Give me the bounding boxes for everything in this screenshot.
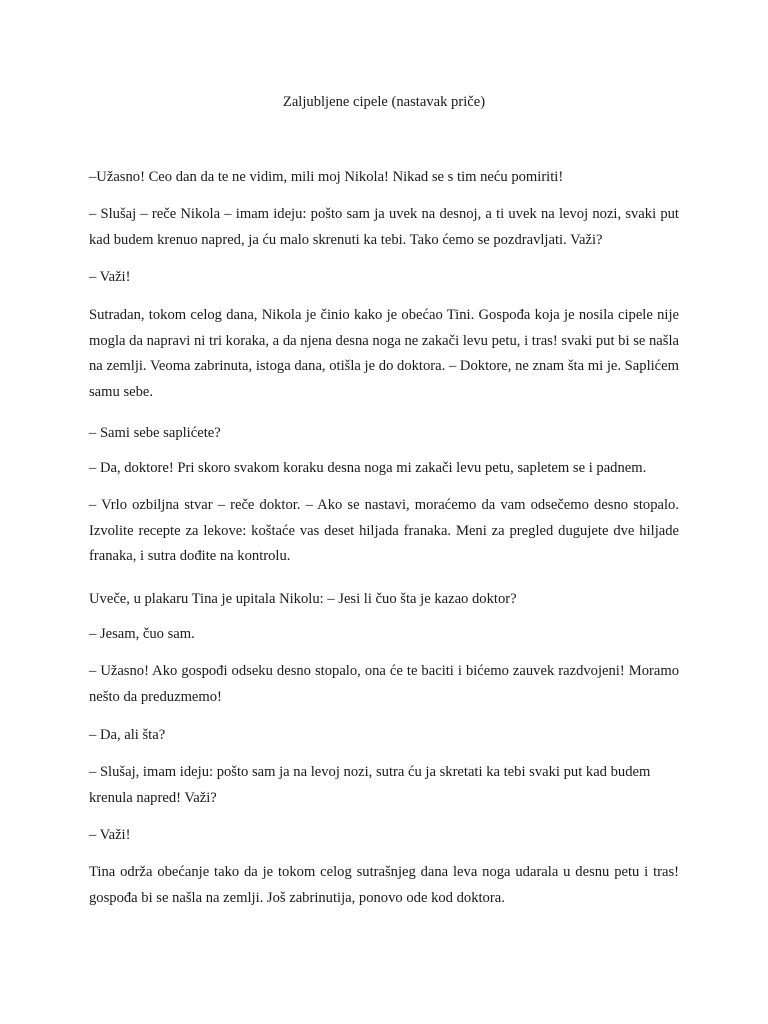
paragraph: – Da, ali šta? bbox=[89, 727, 166, 743]
page-title: Zaljubljene cipele (nastavak priče) bbox=[282, 94, 486, 110]
paragraph: – Jesam, čuo sam. bbox=[89, 626, 195, 642]
paragraph: – Slušaj, imam ideju: pošto sam ja na levoj nozi, sutra ću ja skretati ka tebi svaki put kad budem krenula napred! Važi? bbox=[89, 764, 651, 806]
paragraph: Uveče, u plakaru Tina je upitala Nikolu: – Jesi li čuo šta je kazao doktor? bbox=[89, 591, 517, 607]
paragraph: – Slušaj – reče Nikola – imam ideju: pošto sam ja uvek na desnoj, a ti uvek na levoj nozi, svaki put kad budem krenuo napred, ja ću malo skrenuti ka tebi. Tako ćemo se pozdravljati. Važi? bbox=[89, 206, 679, 248]
paragraph: – Važi! bbox=[89, 269, 131, 285]
paragraph: – Vrlo ozbiljna stvar – reče doktor. – Ako se nastavi, moraćemo da vam odsečemo desno stopalo. Izvolite recepte za lekove: koštaće vas deset hiljada franaka. Meni za pregled dugujete dve hiljade franaka, i sutra dođite na kontrolu. bbox=[89, 497, 679, 564]
paragraph: – Važi! bbox=[89, 827, 131, 843]
paragraph: – Užasno! Ako gospođi odseku desno stopalo, ona će te baciti i bićemo zauvek razdvojeni! Moramo nešto da preduzmemo! bbox=[89, 663, 679, 705]
paragraph: –Užasno! Ceo dan da te ne vidim, mili moj Nikola! Nikad se s tim neću pomiriti! bbox=[89, 169, 564, 185]
paragraph: – Sami sebe saplićete? bbox=[89, 425, 221, 441]
paragraph: Sutradan, tokom celog dana, Nikola je činio kako je obećao Tini. Gospođa koja je nosila cipele nije mogla da napravi ni tri koraka, a da njena desna noga ne zakači levu petu, i tras! svaki put bi se našla na zemlji. Veoma zabrinuta, istoga dana, otišla je do doktora. – Doktore, ne znam šta mi je. Saplićem samu sebe. bbox=[89, 307, 679, 400]
paragraph: – Da, doktore! Pri skoro svakom koraku desna noga mi zakači levu petu, sapletem se i padnem. bbox=[89, 460, 647, 476]
paragraph: Tina održa obećanje tako da je tokom celog sutrašnjeg dana leva noga udarala u desnu petu i tras! gospođa bi se našla na zemlji. Još zabrinutija, ponovo ode kod doktora. bbox=[89, 864, 679, 906]
